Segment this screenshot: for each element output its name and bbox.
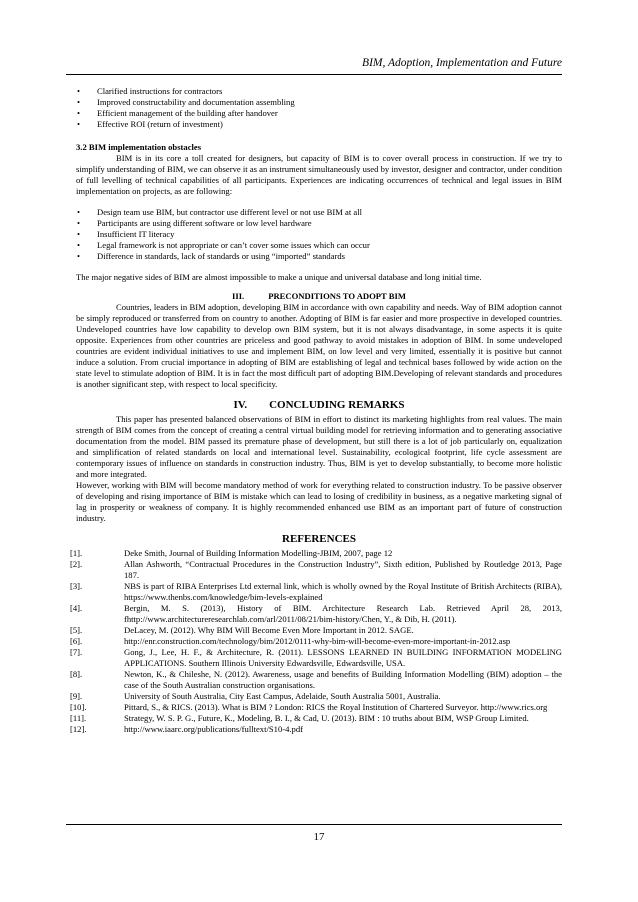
list-item: • Difference in standards, lack of standards or using “imported” standards (77, 251, 346, 261)
benefits-list (76, 86, 562, 130)
list-item: • Design team use BIM, but contractor use different level or not use BIM at all (77, 207, 362, 217)
reference-item: [12]. http://www.iaarc.org/publications/fulltext/S10-4.pdf (70, 724, 304, 734)
section-number: IV. (233, 399, 248, 411)
section-3-heading (76, 291, 562, 302)
reference-item: [8]. Newton, K., & Chileshe, N. (2012). Awareness, usage and benefits of Building Information Modelling (BIM) adoption – the case of the South Australian construction organisations. (70, 669, 562, 690)
header-rule (66, 74, 562, 75)
list-item: • Effective ROI (return of investment) (77, 119, 223, 129)
section-3-2-closing: The major negative sides of BIM are almost impossible to make a unique and universal database and long initial time. (76, 272, 482, 282)
bullet-icon: • (77, 207, 81, 217)
reference-item: [6]. http://enr.construction.com/technology/bim/2012/0111-why-bim-will-become-even-more-important-in-2012.asp (70, 636, 511, 646)
references-list (70, 548, 562, 735)
page-content (70, 86, 562, 735)
section-3-2-paragraph: BIM is in its core a toll created for designers, but capacity of BIM is to cover overall process in construction. If we try to simplify understanding of BIM, we can observe it as an instrument simultaneously used by investor, designer and contractor, under condition of full levelling of technical capabilities of all participants. Experiences are indicating occurrences of technical and legal issues in BIM implementation on projects, as are following: (76, 153, 562, 196)
reference-item: [5]. DeLacey, M. (2012). Why BIM Will Become Even More Important in 2012. SAGE. (70, 625, 414, 635)
bullet-icon: • (77, 218, 81, 228)
section-title: CONCLUDING REMARKS (269, 399, 405, 411)
list-item: • Efficient management of the building after handover (77, 108, 278, 118)
bullet-icon: • (77, 86, 81, 96)
bullet-icon: • (77, 229, 81, 239)
list-item: • Participants are using different software or low level hardware (77, 218, 312, 228)
running-header: BIM, Adoption, Implementation and Future (362, 57, 562, 69)
reference-item: [2]. Allan Ashworth, “Contractual Procedures in the Construction Industry”, Sixth edition, Published by Routledge 2013, Page 187. (70, 559, 562, 580)
list-item: • Clarified instructions for contractors (77, 86, 223, 96)
section-3-2-heading: 3.2 BIM implementation obstacles (76, 142, 202, 152)
footer-rule (66, 824, 562, 825)
reference-item: [10]. Pittard, S., & RICS. (2013). What is BIM ? London: RICS the Royal Institution of Chartered Surveyor. http://www.rics.org (70, 702, 548, 712)
bullet-icon: • (77, 240, 81, 250)
page-number: 17 (313, 831, 325, 843)
list-item: • Insufficient IT literacy (77, 229, 175, 239)
reference-item: [1]. Deke Smith, Journal of Building Information Modelling-JBIM, 2007, page 12 (70, 548, 393, 558)
section-title: PRECONDITIONS TO ADOPT BIM (268, 291, 406, 301)
bullet-icon: • (77, 97, 81, 107)
reference-item: [11]. Strategy, W. S. P. G., Future, K., Modeling, B. I., & Cad, U. (2013). BIM : 10 truths about BIM, WSP Group Limited. (70, 713, 529, 723)
reference-item: [4]. Bergin, M. S. (2013), History of BIM. Architecture Research Lab. Retrieved April 28, 2013, fhttp://www.architectureresearchlab.com/arl/2011/08/21/bim-history/Chen, Y., & Dib, H. (2011). (70, 603, 562, 624)
list-item: • Improved constructability and documentation assembling (77, 97, 295, 107)
reference-item: [3]. NBS is part of RIBA Enterprises Ltd external link, which is wholly owned by the Royal Institute of British Architects (RIBA), https://www.thenbs.com/knowledge/bim-levels-explained (70, 581, 562, 602)
reference-item: [7]. Gong, J., Lee, H. F., & Architecture, R. (2011). LESSONS LEARNED IN BUILDING INFORMATION MODELING APPLICATIONS. Southern Illinois University Edwardsville, Edwardsville, USA. (70, 647, 562, 668)
bullet-icon: • (77, 108, 81, 118)
section-4-heading (76, 400, 562, 411)
reference-item: [9]. University of South Australia, City East Campus, Adelaide, South Australia 5001, Australia. (70, 691, 441, 701)
section-number: III. (232, 291, 245, 301)
bullet-icon: • (77, 251, 81, 261)
references-heading: REFERENCES (282, 533, 356, 545)
section-4-paragraph-1: This paper has presented balanced observations of BIM in effort to distinct its marketing highlights from real values. The main strength of BIM comes from the concept of creating a central virtual building model for retrieving information and to generating associative documentation from the model. BIM passed its premature phase of development, but still there is a lot of job particularly on, equalization and simplification of related standards on local and international level. Sustainability, ecological footprint, life cycle assessment are contemporary issues of influence on standards in construction industry. Thus, BIM is yet to develop substantially, to become more holistic and more integrated. (76, 414, 562, 479)
bullet-icon: • (77, 119, 81, 129)
section-4-paragraph-2: However, working with BIM will become mandatory method of work for everything related to construction industry. To be passive observer of developing and rising importance of BIM is mistake which can lead to losing of credibility in business, as a negative marketing signal of lag in prosperity or weakness of company. It is highly recommended enhanced use BIM as an important part of future of construction industry. (76, 480, 562, 523)
section-3-paragraph: Countries, leaders in BIM adoption, developing BIM in accordance with own capability and needs. Way of BIM adoption cannot be simply reproduced or transferred from on country to another. Adopting of BIM is far easier and more prospective in developed countries. Undeveloped countries have low capability to develop own BIM system, but it is not always disadvantage, in some aspects it is quite opposite. Experiences from other countries are priceless and good pathway to avoid mistakes in adoption of BIM. In some undeveloped countries are evident individual initiatives to use and implement BIM, on low level and very limited, essentially it is positive but cannot induce a solution. From crucial importance in adopting of BIM are establishing of legal and technical bases followed by wide action on the state level to stimulate adoption of BIM. It is in fact the most difficult part of adopting BIM.Developing of relevant standards and procedures is another significant step, with respect to local specificity. (76, 302, 562, 389)
obstacles-list (76, 207, 562, 262)
list-item: • Legal framework is not appropriate or can’t cover some issues which can occur (77, 240, 370, 250)
